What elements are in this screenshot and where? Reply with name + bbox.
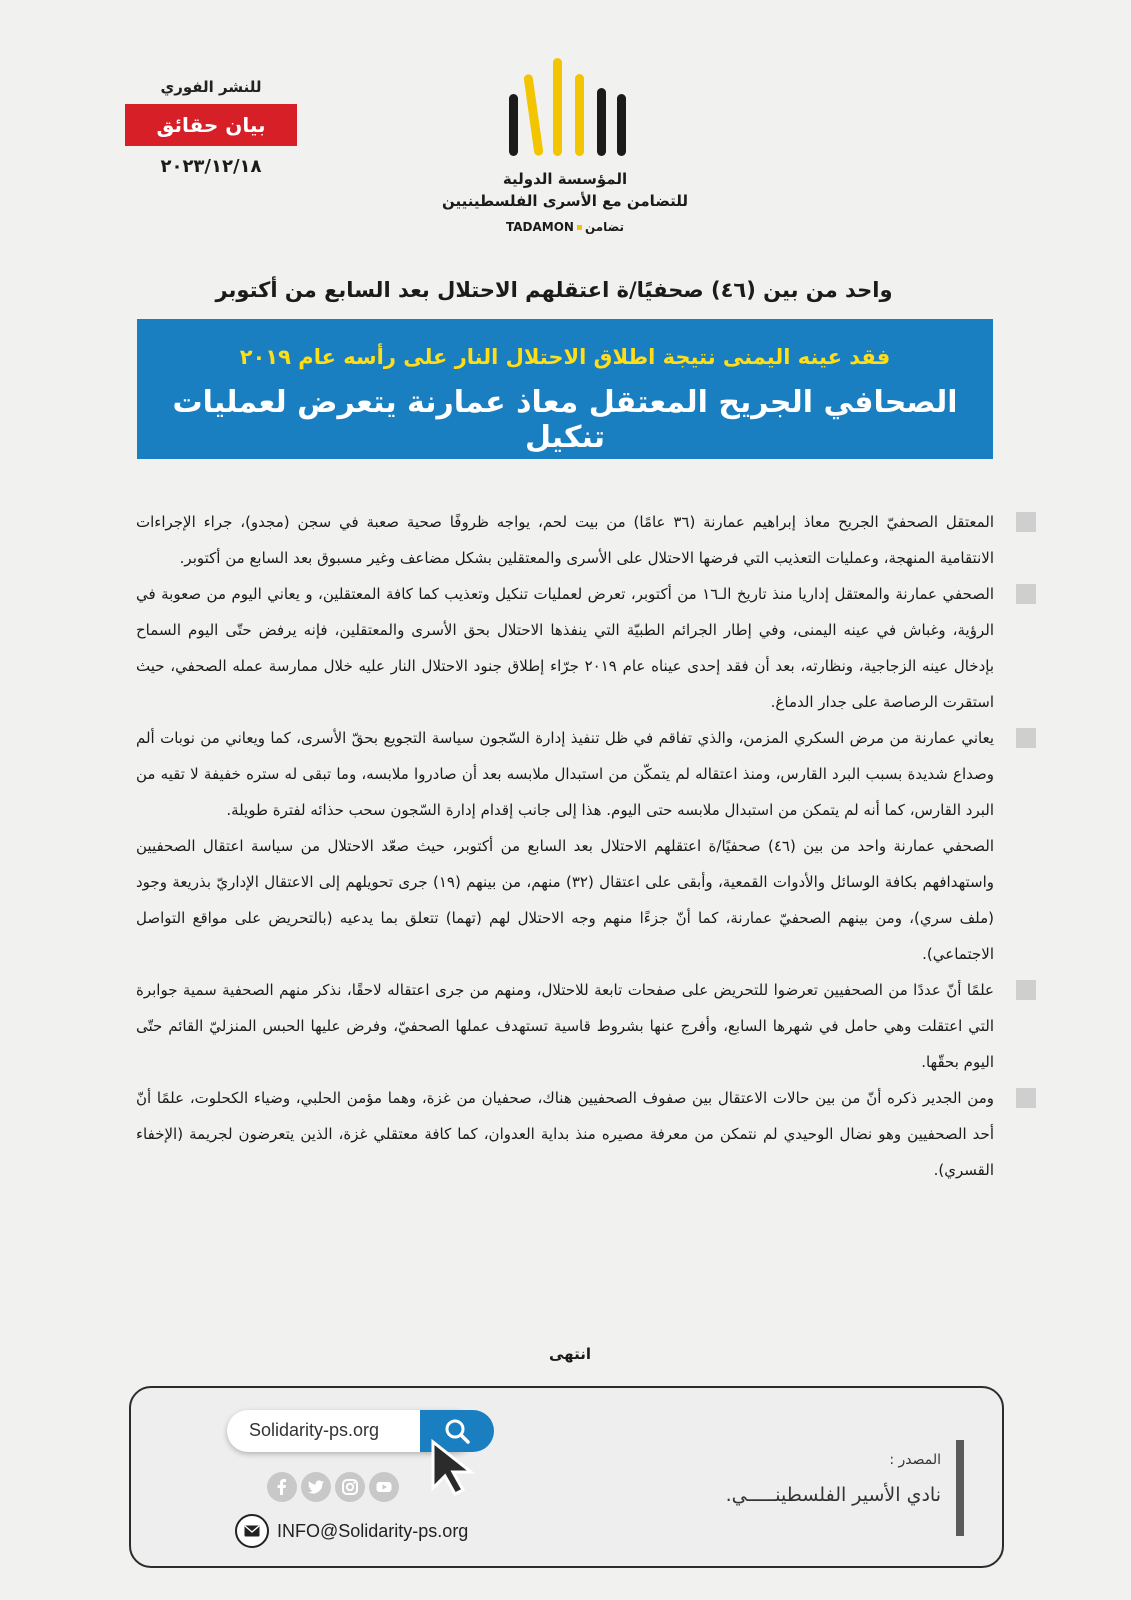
- paragraph: الصحفي عمارنة واحد من بين (٤٦) صحفيًا/ة اعتقلهم الاحتلال بعد السابع من أكتوبر، حيث صعّد الاحتلال من سياسة اعتقال الصحفيين واستهدافهم بكافة الوسائل والأدوات القمعية، وأبقى على اعتقال (٣٢) منهم، من بينهم (١٩) جرى تحويلهم إلى الاعتقال الإداريّ بذريعة وجود (ملف سري)، ومن بينهم الصحفيّ عمارنة، كما أنّ جزءًا منهم وجه الاحتلال لهم (تهما) تتعلق بما يدعيه (بالتحريض على مواقع التواصل الاجتماعي).: [136, 837, 995, 963]
- email-address[interactable]: INFO@Solidarity-ps.org: [277, 1520, 469, 1541]
- main-title: الصحافي الجريح المعتقل معاذ عمارنة يتعرض لعمليات تنكيل: [172, 385, 958, 455]
- paragraph-row: [136, 720, 1036, 828]
- organization-logo: [436, 58, 694, 254]
- paragraph-row: [136, 828, 1036, 972]
- paragraph-row: [136, 972, 1036, 1080]
- paragraph-row: [136, 1080, 1036, 1188]
- release-info: [125, 78, 297, 177]
- paragraph-row: [136, 504, 1036, 576]
- subtitle: فقد عينه اليمنى نتيجة اطلاق الاحتلال النار على رأسه عام ٢٠١٩: [239, 345, 891, 369]
- bullet-square-icon: [1016, 512, 1036, 532]
- logo-bars-icon: [495, 58, 635, 166]
- bullet-square-icon: [1016, 1088, 1036, 1108]
- paragraph: المعتقل الصحفيّ الجريح معاذ إبراهيم عمارنة (٣٦ عامًا) من بيت لحم، يواجه ظروفًا صحية صعبة في سجن (مجدو)، جراء الإجراءات الانتقامية المنهجة، وعمليات التعذيب التي فرضها الاحتلال على الأسرى والمعتقلين بشكل مضاعف وغير مسبوق بعد السابع من أكتوبر.: [136, 513, 994, 567]
- source-label: المصدر :: [889, 1452, 941, 1468]
- release-date: ٢٠٢٣/١٢/١٨: [160, 156, 262, 177]
- paragraph-row: [136, 576, 1036, 720]
- org-brand: [436, 220, 694, 234]
- bullet-square-icon: [1016, 980, 1036, 1000]
- title-box: [137, 319, 993, 459]
- article-body: [136, 504, 1036, 1188]
- brand-ar: تضامن: [584, 220, 625, 234]
- source-name: نادي الأسير الفلسطينـــــي.: [725, 1484, 941, 1506]
- bullet-square-icon: [1016, 728, 1036, 748]
- pre-title: واحد من بين (٤٦) صحفيًا/ة اعتقلهم الاحتلال بعد السابع من أكتوبر: [215, 278, 893, 302]
- paragraph: الصحفي عمارنة والمعتقل إداريا منذ تاريخ الـ١٦ من أكتوبر، تعرض لعمليات تنكيل وتعذيب كما كافة المعتقلين، و يعاني اليوم من صعوبة في الرؤية، وغباش في عينه اليمنى، وفي إطار الجرائم الطبيّة التي ينفذها الاحتلال بحق الأسرى والمعتقلين، فإنه يرفض حتّى اليوم السماح بإدخال عينه الزجاجية، ونظارته، بعد أن فقد إحدى عيناه عام ٢٠١٩ جرّاء إطلاق جنود الاحتلال النار عليه خلال ممارسة عمله الصحفي، حيث استقرت الرصاصة على جدار الدماغ.: [136, 585, 995, 711]
- mail-icon: [235, 1514, 269, 1548]
- twitter-icon[interactable]: [301, 1472, 331, 1502]
- bullet-spacer: [1016, 836, 1036, 856]
- website-url[interactable]: Solidarity-ps.org: [249, 1420, 380, 1440]
- source-divider: [956, 1440, 964, 1536]
- facebook-icon[interactable]: [267, 1472, 297, 1502]
- paragraph: ومن الجدير ذكره أنّ من بين حالات الاعتقال بين صفوف الصحفيين هناك، صحفيان من غزة، وهما مؤمن الحلبي، وضياء الكحلوت، علمًا أنّ أحد الصحفيين وهو نضال الوحيدي لم نتمكن من معرفة مصيره منذ بداية العدوان، كما كافة معتقلي غزة، الذين يتعرضون لجريمة (الإخفاء القسري).: [136, 1089, 994, 1179]
- brand-dot-icon: [577, 225, 582, 230]
- statement-badge: بيان حقائق: [125, 104, 297, 146]
- paragraph: يعاني عمارنة من مرض السكري المزمن، والذي تفاقم في ظل تنفيذ إدارة السّجون سياسة التجويع بحقّ الأسرى، كما ويعاني من نوبات ألم وصداع شديدة بسبب البرد القارس، ومنذ اعتقاله لم يتمكّن من استبدال ملابسه بعد أن صادروا ملابسه، وما تبقى له ستره خفيفة لا تقيه من البرد القارس، كما أنه لم يتمكن من استبدال ملابسه حتى اليوم. هذا إلى جانب إقدام إدارة السّجون سحب حذائه لفترة طويلة.: [136, 729, 994, 819]
- paragraph: علمًا أنّ عددًا من الصحفيين تعرضوا للتحريض على صفحات تابعة للاحتلال، ومنهم من جرى اعتقاله لاحقًا، نذكر منهم الصحفية سمية جوابرة التي اعتقلت وهي حامل في شهرها السابع، وأفرج عنها بشروط قاسية تستهدف عملها الصحفيّ، وفرض عليها الحبس المنزليّ القائم حتّى اليوم بحقّها.: [136, 981, 994, 1071]
- org-name-line1: المؤسسة الدولية: [502, 170, 628, 188]
- social-links: [267, 1472, 399, 1502]
- brand-en: TADAMON: [505, 220, 574, 234]
- release-note: للنشر الفوري: [160, 78, 262, 96]
- email-contact[interactable]: [235, 1514, 468, 1548]
- youtube-icon[interactable]: [369, 1472, 399, 1502]
- footer-card: [129, 1386, 1004, 1568]
- closing-word: انتهى: [549, 1345, 591, 1363]
- bullet-square-icon: [1016, 584, 1036, 604]
- instagram-icon[interactable]: [335, 1472, 365, 1502]
- cursor-arrow-icon: [429, 1438, 481, 1498]
- org-name-line2: للتضامن مع الأسرى الفلسطينيين: [442, 192, 688, 210]
